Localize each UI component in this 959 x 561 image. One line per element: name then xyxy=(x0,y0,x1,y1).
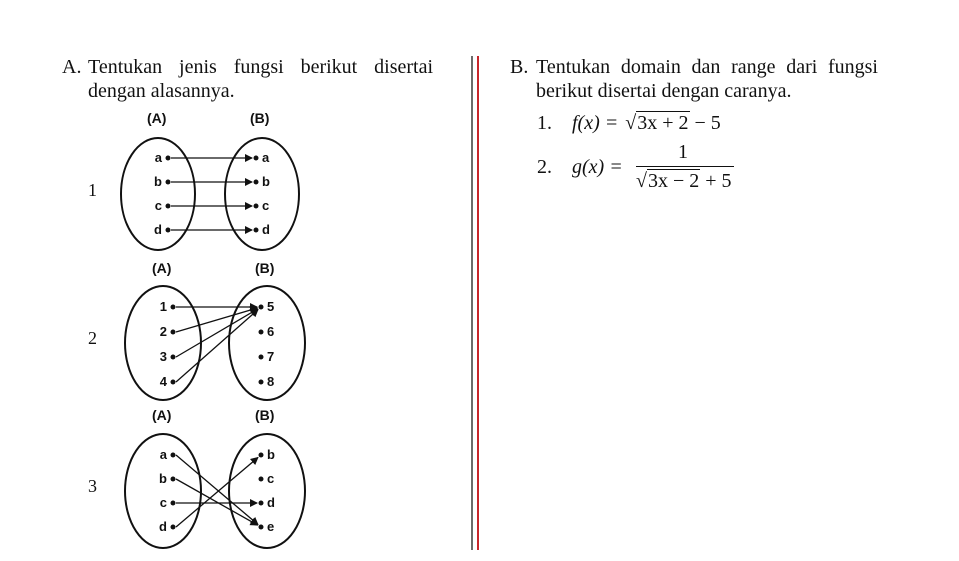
section-a-instruction-line2: dengan alasannya. xyxy=(88,80,235,102)
problem-1-number: 1. xyxy=(537,112,552,134)
problem-2-numerator: 1 xyxy=(678,141,688,163)
diagram-2-right-header: (B) xyxy=(255,260,275,276)
diagram-3-codomain-dot xyxy=(259,525,264,530)
diagram-2-domain-label: 1 xyxy=(159,299,167,314)
problem-1-radicand: 3x + 2 xyxy=(637,112,689,134)
diagram-3-mapping-arrow xyxy=(176,455,258,524)
diagram-2-domain-dot xyxy=(171,380,176,385)
diagram-2-domain-label: 3 xyxy=(159,349,167,364)
fraction-bar xyxy=(636,166,734,167)
diagram-1-right-header: (B) xyxy=(250,110,270,126)
diagram-3-domain-label: a xyxy=(159,447,167,462)
diagram-3-left-header: (A) xyxy=(152,407,172,423)
problem-2-number: 2. xyxy=(537,156,552,178)
section-b-letter: B. xyxy=(510,56,529,78)
diagram-3-codomain-dot xyxy=(259,477,264,482)
diagram-3-codomain-dot xyxy=(259,453,264,458)
diagram-2-mapping-arrow xyxy=(176,308,257,332)
diagram-2-domain-dot xyxy=(171,330,176,335)
diagram-1-codomain-label: d xyxy=(262,222,270,237)
problem-2-lhs: g(x) = xyxy=(572,156,623,178)
diagram-1-domain-label: b xyxy=(154,174,162,189)
diagram-1-number: 1 xyxy=(88,180,97,200)
diagram-2-codomain-dot xyxy=(259,355,264,360)
problem-2-denominator xyxy=(636,170,732,193)
divider-line-red xyxy=(477,56,479,550)
diagram-1-left-header: (A) xyxy=(147,110,167,126)
diagram-3-codomain-label: e xyxy=(267,519,275,534)
diagram-3-domain-label: d xyxy=(159,519,167,534)
diagram-2-codomain-dot xyxy=(259,305,264,310)
diagram-2-domain-dot xyxy=(171,305,176,310)
diagram-3-right-header: (B) xyxy=(255,407,275,423)
section-a-letter: A. xyxy=(62,56,82,78)
diagram-3-codomain-label: b xyxy=(267,447,275,462)
diagram-1-codomain-dot xyxy=(254,156,259,161)
diagram-3-number: 3 xyxy=(88,476,97,496)
diagram-3-codomain-label: d xyxy=(267,495,275,510)
section-b-instruction-line1: Tentukan domain dan range dari fungsi xyxy=(536,56,878,78)
diagram-1-codomain-dot xyxy=(254,204,259,209)
diagram-1-codomain-label: c xyxy=(262,198,270,213)
divider-line-dark xyxy=(471,56,473,550)
problem-2-radicand: 3x − 2 xyxy=(647,170,700,192)
diagram-1-domain-label: a xyxy=(154,150,162,165)
diagram-2-left-header: (A) xyxy=(152,260,172,276)
diagram-3-domain-label: b xyxy=(159,471,167,486)
diagram-1-domain-label: d xyxy=(154,222,162,237)
sqrt-sign: √ xyxy=(636,170,647,192)
diagram-1-domain-dot xyxy=(166,204,171,209)
diagram-2-codomain-dot xyxy=(259,330,264,335)
problem-1-tail: − 5 xyxy=(694,112,721,134)
diagram-1-domain-dot xyxy=(166,228,171,233)
diagram-2-codomain-label: 8 xyxy=(267,374,275,389)
diagram-3-domain-dot xyxy=(171,501,176,506)
diagram-1-domain-dot xyxy=(166,180,171,185)
diagram-2-number: 2 xyxy=(88,328,97,348)
diagram-1-domain-dot xyxy=(166,156,171,161)
diagram-2-domain-label: 2 xyxy=(159,324,167,339)
diagram-2-domain-label: 4 xyxy=(159,374,167,389)
diagram-3-mapping-arrow xyxy=(176,458,258,527)
sqrt-sign: √ xyxy=(625,112,637,134)
diagram-2-codomain-label: 7 xyxy=(267,349,275,364)
problem-2-tail: + 5 xyxy=(705,170,732,192)
diagram-3-mapping-arrow xyxy=(176,479,257,525)
diagram-1-domain-label: c xyxy=(154,198,162,213)
problem-1-formula xyxy=(572,112,721,135)
diagram-1-codomain-dot xyxy=(254,228,259,233)
diagram-1-codomain-dot xyxy=(254,180,259,185)
diagram-3-domain-dot xyxy=(171,525,176,530)
diagram-2-mapping-arrow xyxy=(176,309,258,357)
diagram-2-codomain-dot xyxy=(259,380,264,385)
diagram-1-codomain-label: b xyxy=(262,174,270,189)
diagram-2-domain-dot xyxy=(171,355,176,360)
diagram-2-codomain-label: 6 xyxy=(267,324,275,339)
problem-2-lhs-container xyxy=(572,156,623,179)
diagram-1-codomain-label: a xyxy=(262,150,270,165)
diagram-3-domain-dot xyxy=(171,453,176,458)
problem-1-lhs: f(x) = xyxy=(572,112,619,134)
diagram-3-domain-dot xyxy=(171,477,176,482)
diagram-3-domain-label: c xyxy=(159,495,167,510)
diagram-2-codomain-label: 5 xyxy=(267,299,275,314)
diagram-3-codomain-label: c xyxy=(267,471,275,486)
diagram-3-codomain-dot xyxy=(259,501,264,506)
section-a-instruction-line1: Tentukan jenis fungsi berikut disertai xyxy=(88,56,433,78)
section-b-instruction-line2: berikut disertai dengan caranya. xyxy=(536,80,792,102)
